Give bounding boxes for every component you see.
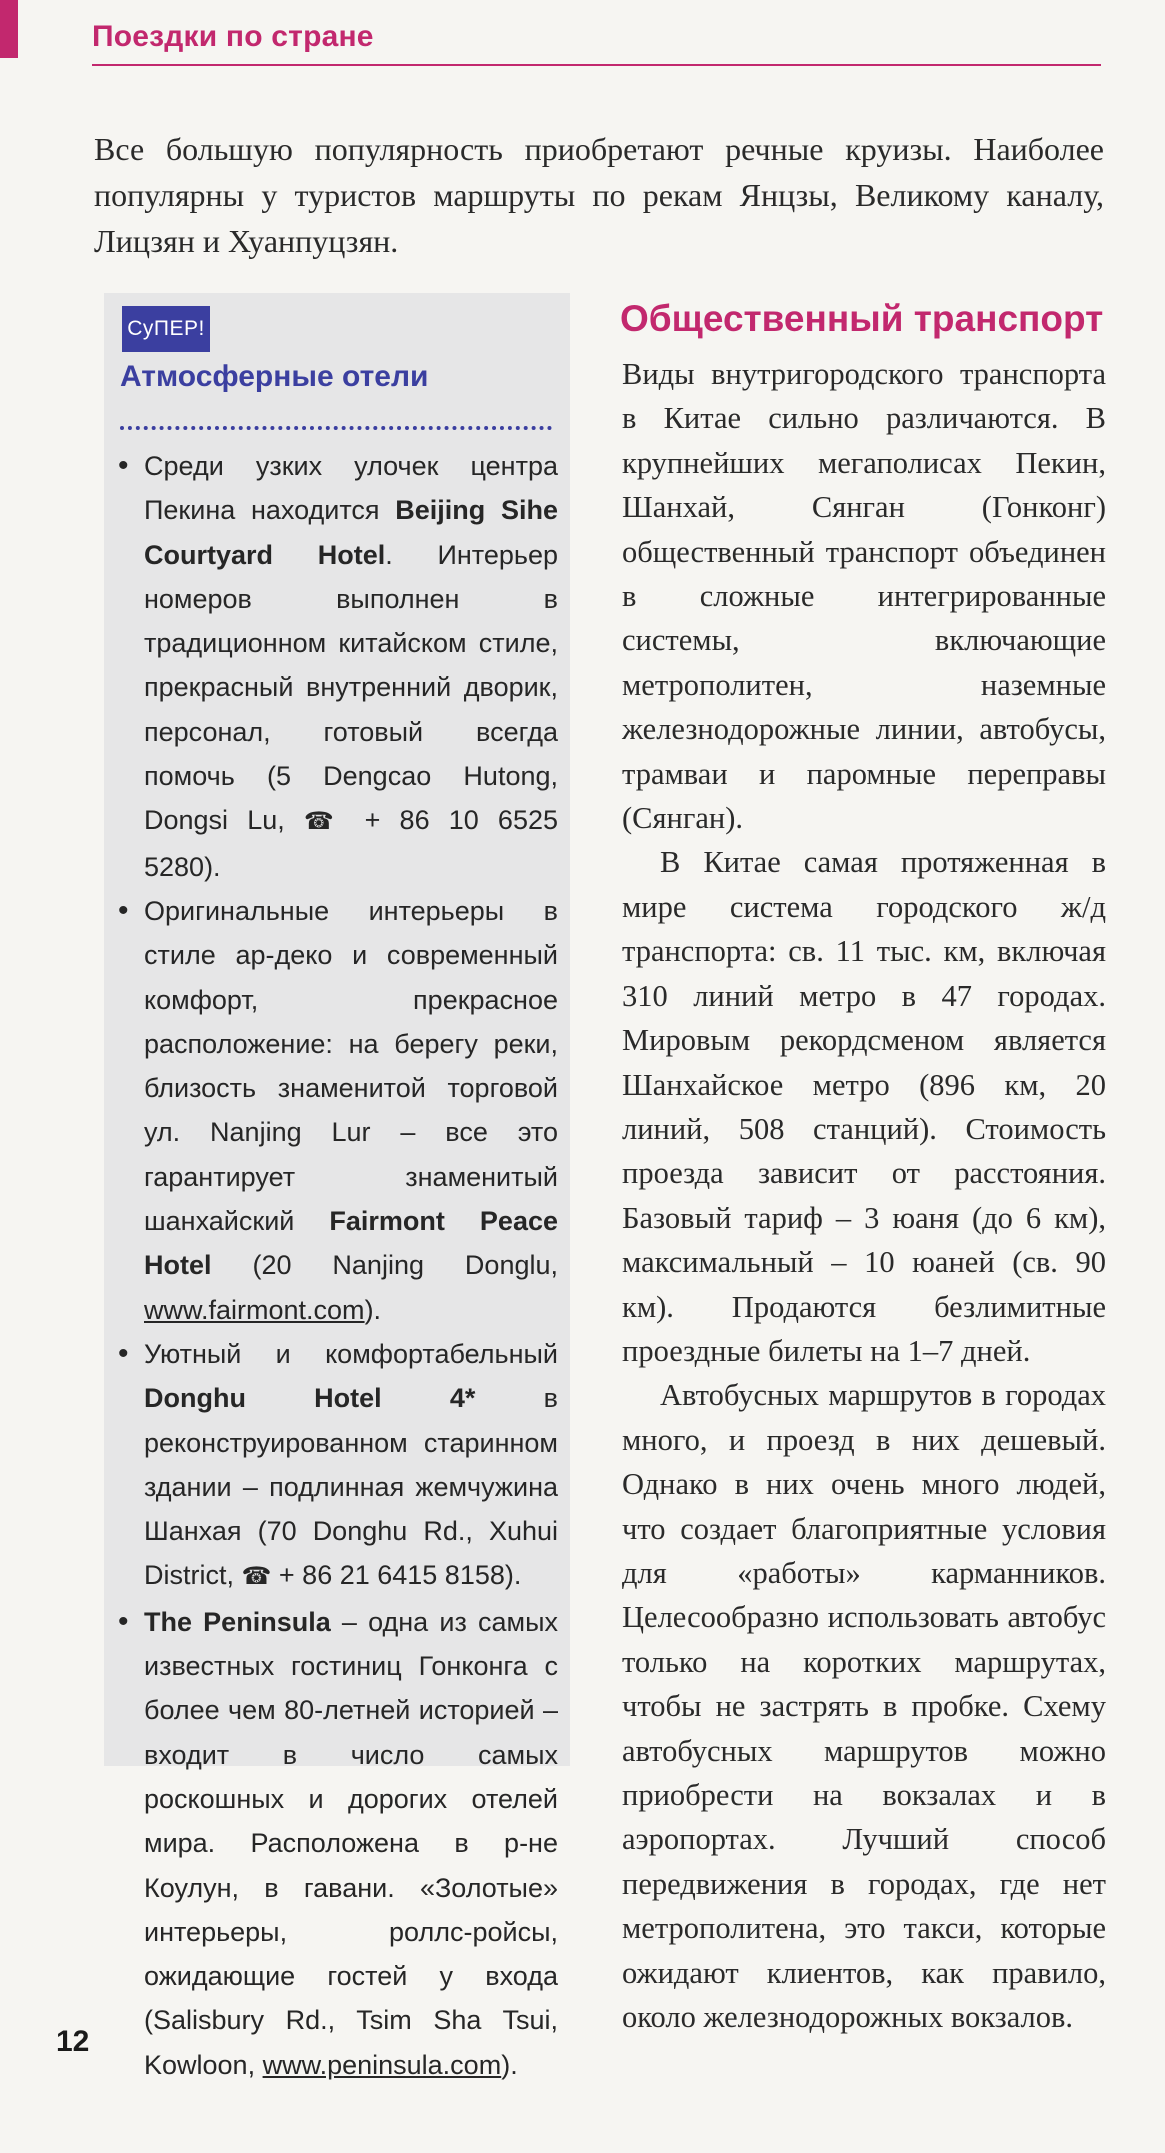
body-paragraph: Автобусных маршрутов в городах много, и проезд в них дешевый. Однако в них очень много людей, что создает благоприятные условия для «работы» карманников. Целесообразно использовать автобус только на коротких маршрутах, чтобы не застрять в пробке. Схему автобусных маршрутов можно приобрести на вокзалах и в аэропортах. Лучший способ передвижения в городах, где нет метрополитена, это такси, которые ожидают клиентов, как правило, около железнодорожных вокзалов. <box>622 1378 1106 2035</box>
running-head: Поездки по стране <box>92 20 374 53</box>
body-paragraph: В Китае самая протяженная в мире система городского ж/д транспорта: св. 11 тыс. км, включая 310 линий метро в 47 городах. Мировым рекордсменом является Шанхайское метро (896 км, 20 линий, 508 станций). Стоимость проезда зависит от расстояния. Базовый тариф – 3 юаня (до 6 км), максимальный – 10 юаней (св. 90 км). Продаются безлимитные проездные билеты на 1–7 дней. <box>622 845 1106 1368</box>
hotel-item: • Оригинальные интерьеры в стиле ар-деко и современный комфорт, прекрасное расположение: на берегу реки, близость знаменитой торговой ул. Nanjing Lur – все это гарантирует знаменитый шанхайский Fairmont Peace Hotel (20 Nanjing Donglu, www.fairmont.com). <box>118 889 558 1332</box>
body-paragraph: Виды внутригородского транспорта в Китае сильно различаются. В крупнейших мегаполисах Пекин, Шанхай, Сянган (Гонконг) общественный транспорт объединен в сложные интегрированные системы, включающие метрополитен, наземные железнодорожные линии, автобусы, трамваи и паромные переправы (Сянган). <box>622 357 1106 836</box>
section-body <box>622 352 1106 2039</box>
hotel-website-link[interactable]: www.fairmont.com <box>144 1294 365 1325</box>
hotel-item: • Среди узких улочек центра Пекина находится Beijing Sihe Courtyard Hotel. Интерьер номеров выполнен в традиционном китайском стиле, прекрасный внутренний дворик, персонал, готовый всегда помочь (5 Dengcao Hutong, Dongsi Lu, ☎ + 86 10 6525 5280). <box>118 444 558 889</box>
phone-number: + 86 21 6415 8158). <box>271 1560 522 1591</box>
intro-paragraph: Все большую популярность приобретают речные круизы. Наиболее популярны у туристов маршруты по рекам Янцзы, Великому каналу, Лицзян и Хуанпуцзян. <box>94 131 1104 259</box>
hotel-list <box>118 444 558 2087</box>
section-title: Общественный транспорт <box>620 298 1104 339</box>
page-number: 12 <box>56 2025 90 2058</box>
hotel-website-link[interactable]: www.peninsula.com <box>262 2049 502 2080</box>
hotel-name: Donghu Hotel 4* <box>144 1383 476 1414</box>
hotel-name: Beijing Sihe Courtyard Hotel <box>144 495 558 570</box>
phone-number: + 86 10 6525 5280). <box>144 805 558 882</box>
page-edge-marker <box>0 0 18 58</box>
sidebar-title: Атмосферные отели <box>120 360 429 393</box>
dotted-divider <box>120 426 552 430</box>
header-rule <box>92 64 1101 66</box>
phone-icon: ☎ <box>241 1563 272 1591</box>
hotel-name: The Peninsula <box>144 1606 331 1637</box>
hotel-name: Fairmont Peace Hotel <box>144 1206 558 1281</box>
hotel-item: • Уютный и комфортабельный Donghu Hotel 4* в реконструированном старинном здании – подлинная жемчужина Шанхая (70 Donghu Rd., Xuhui District, ☎ + 86 21 6415 8158). <box>118 1332 558 1600</box>
super-badge: СуПЕР! <box>122 306 210 352</box>
phone-icon: ☎ <box>303 808 346 836</box>
hotel-item: • The Peninsula – одна из самых известных гостиниц Гонконга с более чем 80-летней историей – входит в число самых роскошных и дорогих отелей мира. Расположена в р-не Коулун, в гавани. «Золотые» интерьеры, роллс-ройсы, ожидающие гостей у входа (Salisbury Rd., Tsim Sha Tsui, Kowloon, www.peninsula.com). <box>118 1600 558 2087</box>
